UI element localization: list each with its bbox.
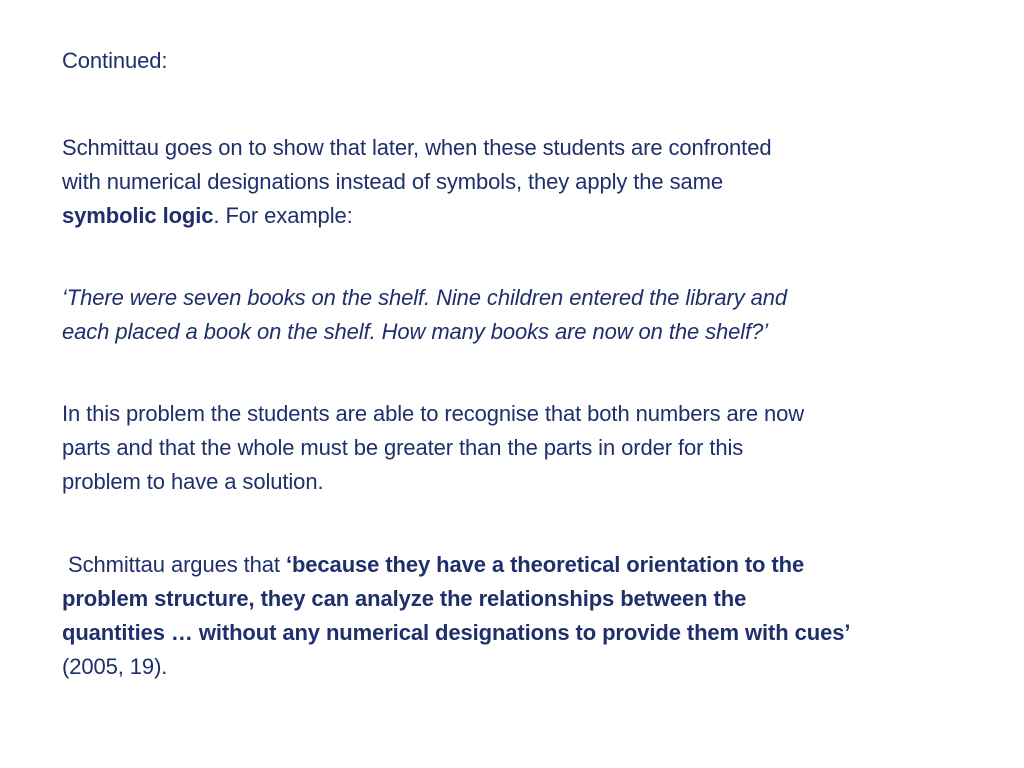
- para2-line2: parts and that the whole must be greater than the parts in order for this: [62, 435, 744, 460]
- para3-bold-line3: quantities … without any numerical designations to provide them with cues’: [62, 620, 851, 645]
- para3-close: ).: [154, 654, 168, 679]
- paragraph-intro: [62, 131, 972, 233]
- para2-line3: problem to have a solution.: [62, 469, 324, 494]
- slide-heading: [62, 44, 972, 78]
- para2-line1: In this problem the students are able to recognise that both numbers are now: [62, 401, 805, 426]
- para1-bold-term: symbolic logic: [62, 203, 214, 228]
- para3-bold-line2: problem structure, they can analyze the relationships between the: [62, 586, 747, 611]
- paragraph-citation: [62, 548, 972, 684]
- para1-line1: Schmittau goes on to show that later, when these students are confronted: [62, 135, 772, 160]
- paragraph-explanation: [62, 397, 972, 499]
- para1-line2: with numerical designations instead of symbols, they apply the same: [62, 169, 723, 194]
- quote-line1: ‘There were seven books on the shelf. Nine children entered the library and: [62, 285, 788, 310]
- quote-line2: each placed a book on the shelf. How many books are now on the shelf?’: [62, 319, 769, 344]
- example-quote: [62, 281, 972, 349]
- para3-bold-line1: ‘because they have a theoretical orientation to the: [285, 552, 805, 577]
- heading-text: Continued:: [62, 48, 168, 73]
- para3-citation: (2005, 19: [62, 654, 155, 679]
- para3-lead: Schmittau argues that: [62, 552, 286, 577]
- para1-tail: . For example:: [213, 203, 353, 228]
